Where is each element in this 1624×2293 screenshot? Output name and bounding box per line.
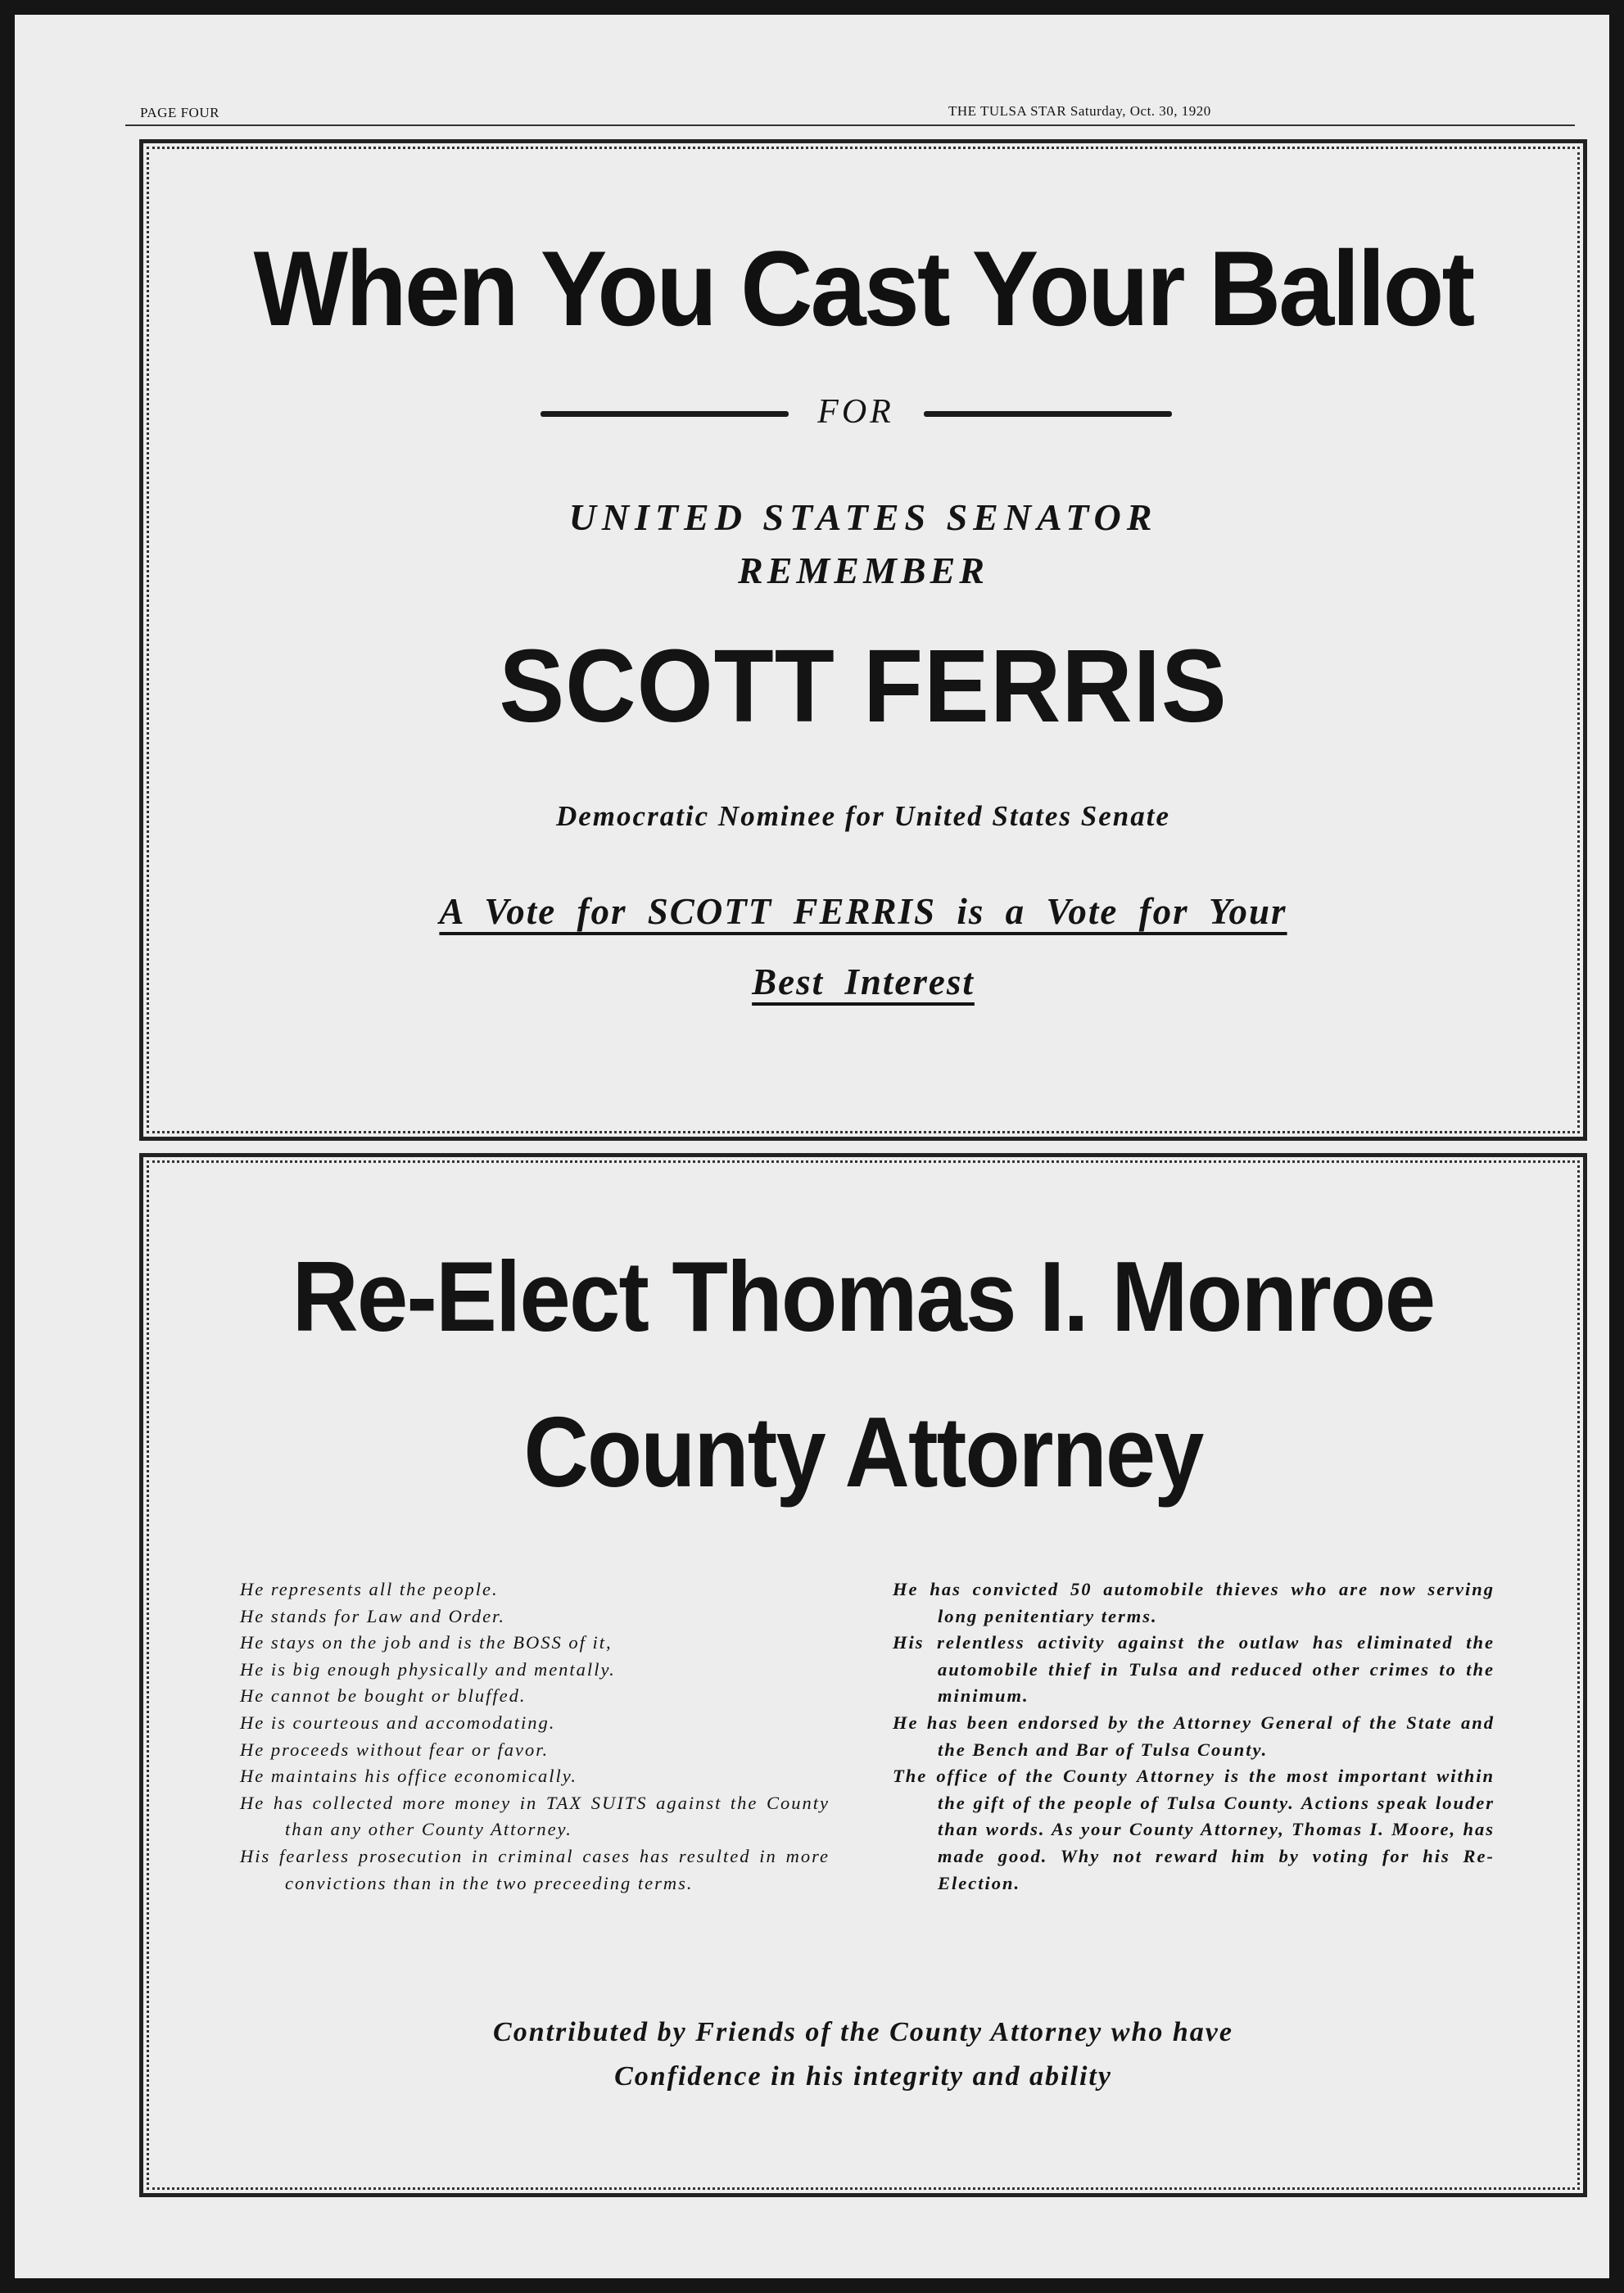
page-number: PAGE FOUR — [140, 105, 219, 120]
newspaper-page — [15, 15, 1609, 2278]
slogan-line-1: A Vote for SCOTT FERRIS is a Vote for Your — [439, 891, 1287, 932]
list-item: He represents all the people. — [240, 1579, 499, 1599]
county-attorney-advertisement — [139, 1153, 1587, 2197]
list-item: He has been endorsed by the Attorney General of the State and the Bench and Bar of Tulsa County. — [893, 1712, 1495, 1760]
list-item: He proceeds without fear or favor. — [240, 1739, 550, 1760]
reelect-headline: Re-Elect Thomas I. Monroe — [292, 1241, 1435, 1352]
contributed-line-1: Contributed by Friends of the County Attorney who have — [493, 2017, 1233, 2047]
nominee-line: Democratic Nominee for United States Senate — [556, 800, 1170, 832]
remember-text: REMEMBER — [738, 550, 988, 591]
header-rule — [125, 124, 1575, 126]
list-item: He has collected more money in TAX SUITS against the County than any other County Attorney. — [240, 1792, 830, 1840]
decorative-rule-right — [924, 411, 1172, 417]
list-item: His relentless activity against the outlaw has eliminated the automobile thief in Tulsa and reduced other crimes to the minimum. — [893, 1632, 1495, 1707]
decorative-rule-left — [541, 411, 789, 417]
senator-advertisement — [139, 139, 1587, 1141]
list-item: He is big enough physically and mentally. — [240, 1658, 616, 1680]
for-row — [143, 389, 1583, 438]
list-item: He stays on the job and is the BOSS of it, — [240, 1632, 613, 1653]
publication-dateline: THE TULSA STAR Saturday, Oct. 30, 1920 — [948, 103, 1211, 119]
slogan-line-2: Best Interest — [752, 961, 975, 1002]
office-subhead: County Attorney — [523, 1396, 1203, 1508]
list-item: He has convicted 50 automobile thieves who are now serving long penitentiary terms. — [893, 1579, 1495, 1626]
ballot-headline: When You Cast Your Ballot — [253, 228, 1473, 348]
list-item: He maintains his office economically. — [240, 1766, 578, 1787]
qualifications-right-column — [893, 1576, 1495, 1897]
list-item: His fearless prosecution in criminal cases has resulted in more convictions than in the two preceeding terms. — [240, 1845, 830, 1893]
qualifications-left-column — [240, 1576, 830, 1897]
list-item: The office of the County Attorney is the most important within the gift of the people of Tulsa County. Actions speak louder than words. As your County Attorney, Thomas I. Moore, has made good. Why not reward him by voting for his Re-Election. — [893, 1766, 1495, 1893]
list-item: He is courteous and accomodating. — [240, 1712, 556, 1733]
contributed-line-2: Confidence in his integrity and ability — [614, 2061, 1112, 2092]
running-head — [125, 103, 1575, 123]
for-label: FOR — [817, 393, 894, 431]
list-item: He stands for Law and Order. — [240, 1605, 505, 1626]
office-title: UNITED STATES SENATOR — [568, 496, 1158, 538]
list-item: He cannot be bought or bluffed. — [240, 1685, 527, 1707]
candidate-name: SCOTT FERRIS — [499, 628, 1228, 744]
